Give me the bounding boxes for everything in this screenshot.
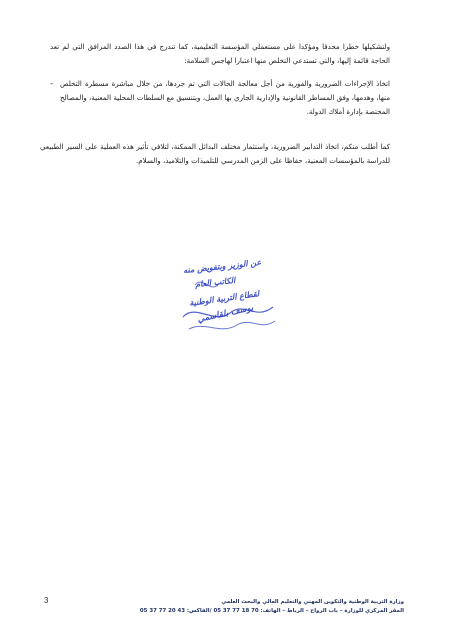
- paragraph-1: ولتشكيلها خطرا محدقا ومؤكدا على مستعملي المؤسسة التعليمية، كما تندرج في هذا الصدد المرافق التي لم تعد الحاجة قائمة إليها، والتي تستدعي التخلص منها اعتبارا لهاجس السلامة:: [50, 42, 390, 65]
- signature-line-4: يوسف بلقاسمي: [196, 303, 255, 325]
- signature-line-1: عن الوزير وبتفويض منه: [182, 256, 262, 276]
- paragraph-3: كما أطلب منكم، اتخاذ التدابير الضرورية، واستثمار مختلف البدائل الممكنة، لتلافي تأثير هذه العملية على السير الطبيعي للدراسة بالمؤسسات المعنية، حفاظا على الزمن المدرسي للتلميذات والتلاميذ، والسلام.: [40, 142, 390, 165]
- signature-line-2: الكاتب العام: [194, 274, 236, 290]
- footer-contact-info: المقر المركزي للوزارة – باب الرواح – الرباط – الهاتف: 70 18 77 37 05 /الفاكس: 43 20 77 37 05: [139, 608, 404, 614]
- page-number: 3: [44, 596, 49, 605]
- footer-ministry-name: وزارة التربية الوطنية والتكوين المهني والتعليم العالي والبحث العلمي: [221, 599, 404, 605]
- signature-stamp: [175, 255, 285, 345]
- bullet-item-text: اتخاذ الإجراءات الضرورية والفورية من أجل معالجة الحالات التي تم جردها، من خلال مباشرة مسطرة التخلص منها، وهدمها، وفق المساطر القانونية والإدارية الجاري بها العمل، وبتنسيق مع السلطات المحلية المعنية، والمصالح المختصة بإدارة أملاك الدولة.: [60, 79, 390, 116]
- bullet-marker: -: [50, 79, 53, 88]
- signature-line-3: لقطاع التربية الوطنية: [188, 288, 260, 308]
- footer: [84, 598, 404, 616]
